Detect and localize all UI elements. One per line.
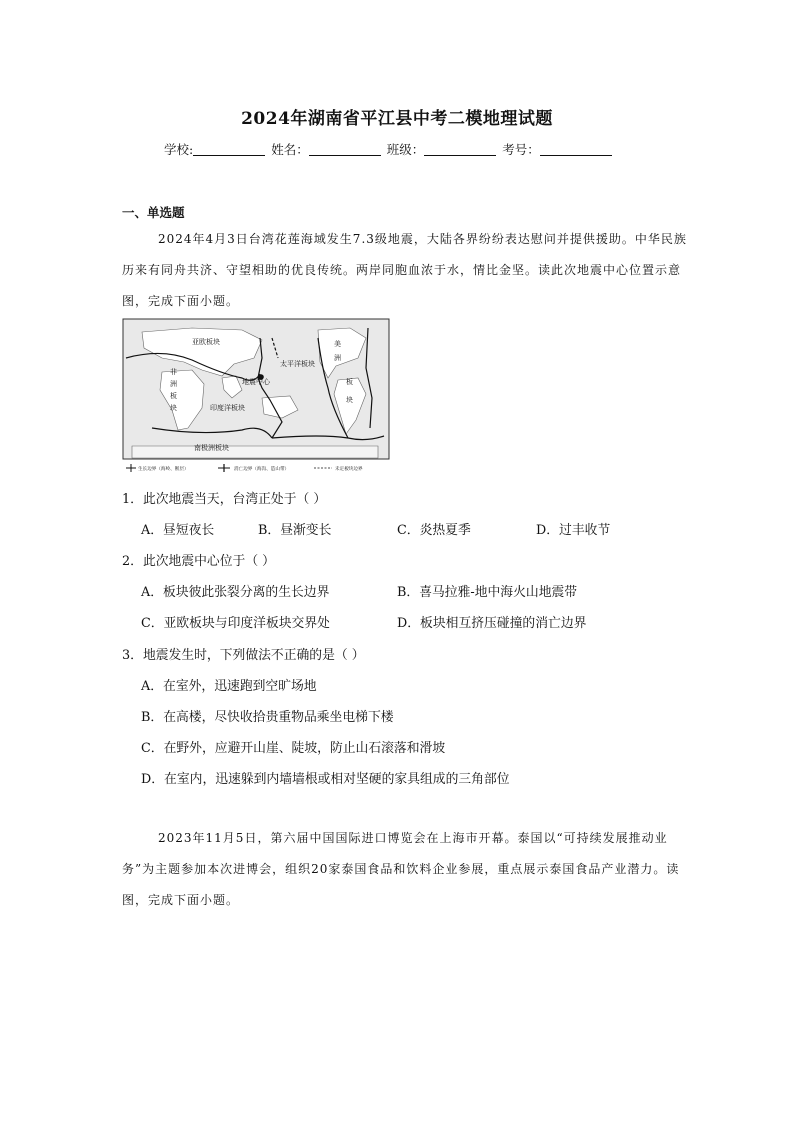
passage-2: 2023年11月5日，第六届中国国际进口博览会在上海市开幕。泰国以“可持续发展推动业务”为主题参加本次进博会，组织20家泰国食品和饮料企业参展，重点展示泰国食品产业潜力。读图，完成下面小题。 xyxy=(122,831,680,907)
name-blank xyxy=(309,143,381,156)
q2-option-d[interactable]: D．板块相互挤压碰撞的消亡边界 xyxy=(397,616,587,631)
student-info-line xyxy=(164,140,614,158)
q3-option-b[interactable]: B．在高楼，尽快收拾贵重物品乘坐电梯下楼 xyxy=(141,710,394,725)
exam-no-label: 考号： xyxy=(502,142,540,157)
q3-option-d[interactable]: D．在室内，迅速躲到内墙墙根或相对坚硬的家具组成的三角部位 xyxy=(141,772,510,787)
label-eurasian-plate: 亚欧板块 xyxy=(192,338,220,346)
label-plate-2: 块 xyxy=(346,396,353,404)
label-antarctic-plate: 南极洲板块 xyxy=(194,444,229,452)
page-title: 2024年湖南省平江县中考二模地理试题 xyxy=(241,109,553,129)
question-1-stem: 1．此次地震当天，台湾正处于（ ） xyxy=(122,492,327,507)
name-label: 姓名： xyxy=(271,142,309,157)
label-america-2: 洲 xyxy=(334,354,341,362)
q1-option-b[interactable]: B．昼渐变长 xyxy=(258,523,332,538)
question-3-stem: 3．地震发生时，下列做法不正确的是（ ） xyxy=(122,648,365,663)
class-label: 班级： xyxy=(386,142,425,157)
class-blank xyxy=(424,143,496,156)
label-pacific-plate: 太平洋板块 xyxy=(280,360,315,368)
label-epicenter: 地震中心 xyxy=(242,378,270,386)
q1-option-c[interactable]: C．炎热夏季 xyxy=(397,523,471,538)
q3-option-a[interactable]: A．在室外，迅速跑到空旷场地 xyxy=(141,679,317,694)
label-africa-1: 非 xyxy=(170,368,177,376)
label-plate-1: 板 xyxy=(346,378,353,386)
q2-option-a[interactable]: A．板块彼此张裂分离的生长边界 xyxy=(141,585,330,600)
label-africa-2: 洲 xyxy=(170,380,177,388)
label-africa-3: 板 xyxy=(170,392,177,400)
q3-option-c[interactable]: C．在野外，应避开山崖、陡坡，防止山石滚落和滑坡 xyxy=(141,741,446,756)
legend-subduction-label: 消亡边界（海沟、造山带） xyxy=(234,467,290,472)
exam-no-blank xyxy=(540,143,612,156)
map-legend xyxy=(126,464,363,472)
legend-growth-label: 生长边界（海岭、断层） xyxy=(138,467,189,472)
section-title-single-choice: 一、单选题 xyxy=(122,205,185,220)
legend-uncertain-label: 未定板块边界 xyxy=(335,467,363,472)
plate-map-figure xyxy=(122,318,390,478)
q2-option-c[interactable]: C．亚欧板块与印度洋板块交界处 xyxy=(141,616,330,631)
q1-option-d[interactable]: D．过丰收节 xyxy=(536,523,611,538)
label-indian-plate: 印度洋板块 xyxy=(210,404,245,412)
q2-option-b[interactable]: B．喜马拉雅-地中海火山地震带 xyxy=(397,585,578,600)
question-2-stem: 2．此次地震中心位于（ ） xyxy=(122,554,275,569)
passage-1: 2024年4月3日台湾花莲海域发生7.3级地震，大陆各界纷纷表达慰问并提供援助。中华民族历来有同舟共济、守望相助的优良传统。两岸同胞血浓于水，情比金坚。读此次地震中心位置示意图，完成下面小题。 xyxy=(122,232,687,308)
label-america-1: 美 xyxy=(334,340,341,348)
antarctica-shape xyxy=(132,446,378,458)
q1-option-a[interactable]: A．昼短夜长 xyxy=(141,523,215,538)
school-blank xyxy=(193,143,265,156)
school-label: 学校: xyxy=(164,142,194,157)
label-africa-4: 块 xyxy=(170,404,177,412)
